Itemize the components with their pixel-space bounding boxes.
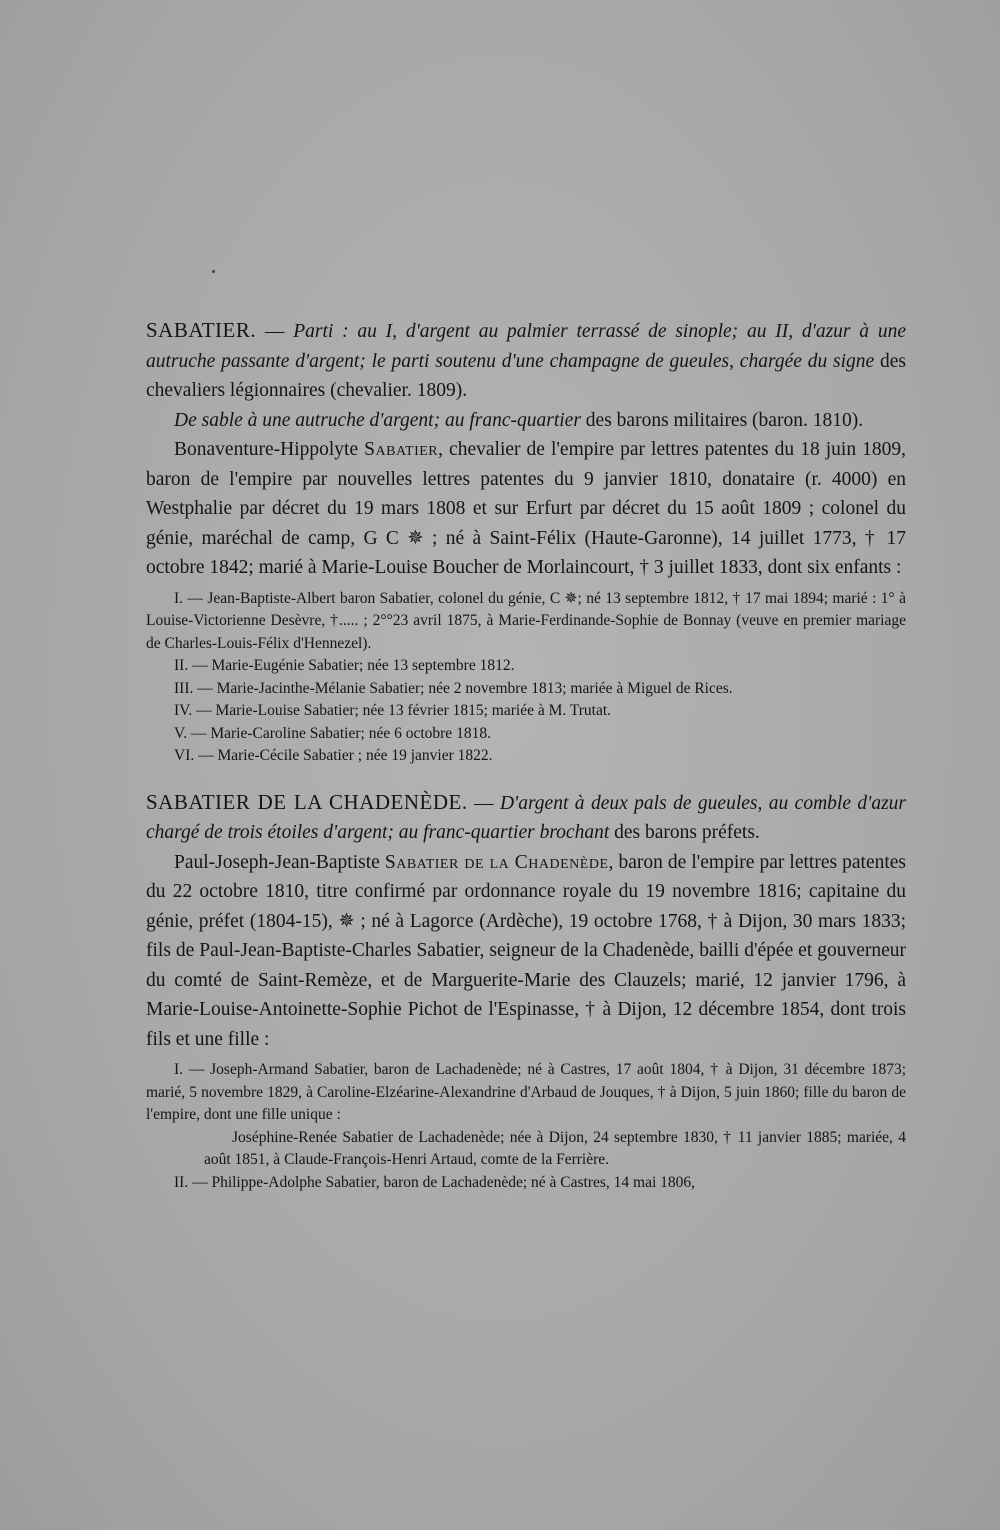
chadenede-arms-roman: des barons préfets. (614, 822, 760, 843)
child-item: II. — Marie-Eugénie Sabatier; née 13 septembre 1812. (174, 657, 515, 674)
sabatier-arms-1: SABATIER. — Parti : au I, d'argent au palmier terrassé de sinople; au II, d'azur à une autruche passante d'argent; le parti soutenu d'une champagne de gueules, chargée du signe des chevaliers légionnaires (chevalier. 1809). (146, 318, 907, 401)
chadenede-arms: SABATIER DE LA CHADENÈDE. — D'argent à deux pals de gueules, au comble d'azur chargé de trois étoiles d'argent; au franc-quartier brochant des barons préfets. (146, 789, 906, 843)
arms-2-roman: des barons militaires (baron. 1810). (585, 409, 864, 431)
child-item: V. — Marie-Caroline Sabatier; née 6 octobre 1818. (174, 724, 491, 742)
child-item: I. — Joseph-Armand Sabatier, baron de Lachadenède; né à Castres, 17 août 1804, † à Dijon, 31 décembre 1873; marié, 5 novembre 1829, à Caroline-Elzéarine-Alexandrine d'Arbaud de Jouques, † à Dijon, 5 juin 1860; fille du baron de l'empire, dont une fille unique : (146, 1061, 906, 1123)
child-item: I. — Jean-Baptiste-Albert baron Sabatier, colonel du génie, C ✵; né 13 septembre 1812, † 17 mai 1894; marié : 1° à Louise-Victorienne Desèvre, †..... ; 2°°23 avril 1875, à Marie-Ferdinande-Sophie de Bonnay (veuve en premier mariage de Charles-Louis-Félix d'Hennezel). (146, 589, 906, 652)
chadenede-name: Sabatier de la Chadenède (384, 851, 609, 873)
grandchild-item: Joséphine-Renée Sabatier de Lachadenède; née à Dijon, 24 septembre 1830, † 11 janvier 1885; mariée, 4 août 1851, à Claude-François-Henri Artaud, comte de la Ferrière. (204, 1128, 906, 1168)
child-item: II. — Philippe-Adolphe Sabatier, baron de Lachadenède; né à Castres, 14 mai 1806, (174, 1173, 696, 1191)
chadenede-children (146, 1059, 906, 1194)
arms-1-roman: des chevaliers légionnaires (chevalier. 1809). (146, 350, 907, 401)
arms-2-italic: De sable à une autruche d'argent; au franc-quartier (174, 409, 581, 431)
chadenede-arms-italic: D'argent à deux pals de gueules, au comble d'azur chargé de trois étoiles d'argent; au franc-quartier brochant (146, 792, 906, 843)
child-item: IV. — Marie-Louise Sabatier; née 13 février 1815; mariée à M. Trutat. (174, 702, 612, 719)
arms-1-italic: Parti : au I, d'argent au palmier terrassé de sinople; au II, d'azur à une autruche passante d'argent; le parti soutenu d'une champagne de gueules, chargée du signe (146, 321, 906, 372)
page-content (146, 316, 906, 1194)
sabatier-name: Sabatier (364, 439, 439, 460)
children-list (146, 588, 906, 768)
sabatier-biography: Bonaventure-Hippolyte Sabatier, chevalier de l'empire par lettres patentes du 18 juin 1809, baron de l'empire par nouvelles lettres patentes du 9 janvier 1810, donataire (r. 4000) en Westphalie par décret du 19 mars 1808 et sur Erfurt par décret du 15 août 1809 ; colonel du génie, maréchal de camp, G C ✵ ; né à Saint-Félix (Haute-Garonne), 14 juillet 1773, † 17 octobre 1842; marié à Marie-Louise Boucher de Morlaincourt, † 3 juillet 1833, dont six enfants : (146, 439, 906, 578)
sabatier-heading: SABATIER. (146, 318, 257, 342)
chadenede-heading: SABATIER DE LA CHADENÈDE. (146, 789, 468, 814)
speck (212, 270, 215, 273)
chadenede-biography: Paul-Joseph-Jean-Baptiste Sabatier de la Chadenède, baron de l'empire par lettres patentes du 22 octobre 1810, titre confirmé par ordonnance royale du 19 novembre 1816; capitaine du génie, préfet (1804-15), ✵ ; né à Lagorce (Ardèche), 19 octobre 1768, † à Dijon, 30 mars 1833; fils de Paul-Jean-Baptiste-Charles Sabatier, seigneur de la Chadenède, bailli d'épée et gouverneur du comté de Saint-Remèze, et de Marguerite-Marie des Clauzels; marié, 12 janvier 1796, à Marie-Louise-Antoinette-Sophie Pichot de l'Espinasse, † à Dijon, 12 décembre 1854, dont trois fils et une fille : (146, 851, 907, 1050)
child-item: III. — Marie-Jacinthe-Mélanie Sabatier; née 2 novembre 1813; mariée à Miguel de Rices. (174, 679, 733, 697)
sabatier-arms-2 (146, 406, 906, 436)
child-item: VI. — Marie-Cécile Sabatier ; née 19 janvier 1822. (174, 747, 493, 764)
